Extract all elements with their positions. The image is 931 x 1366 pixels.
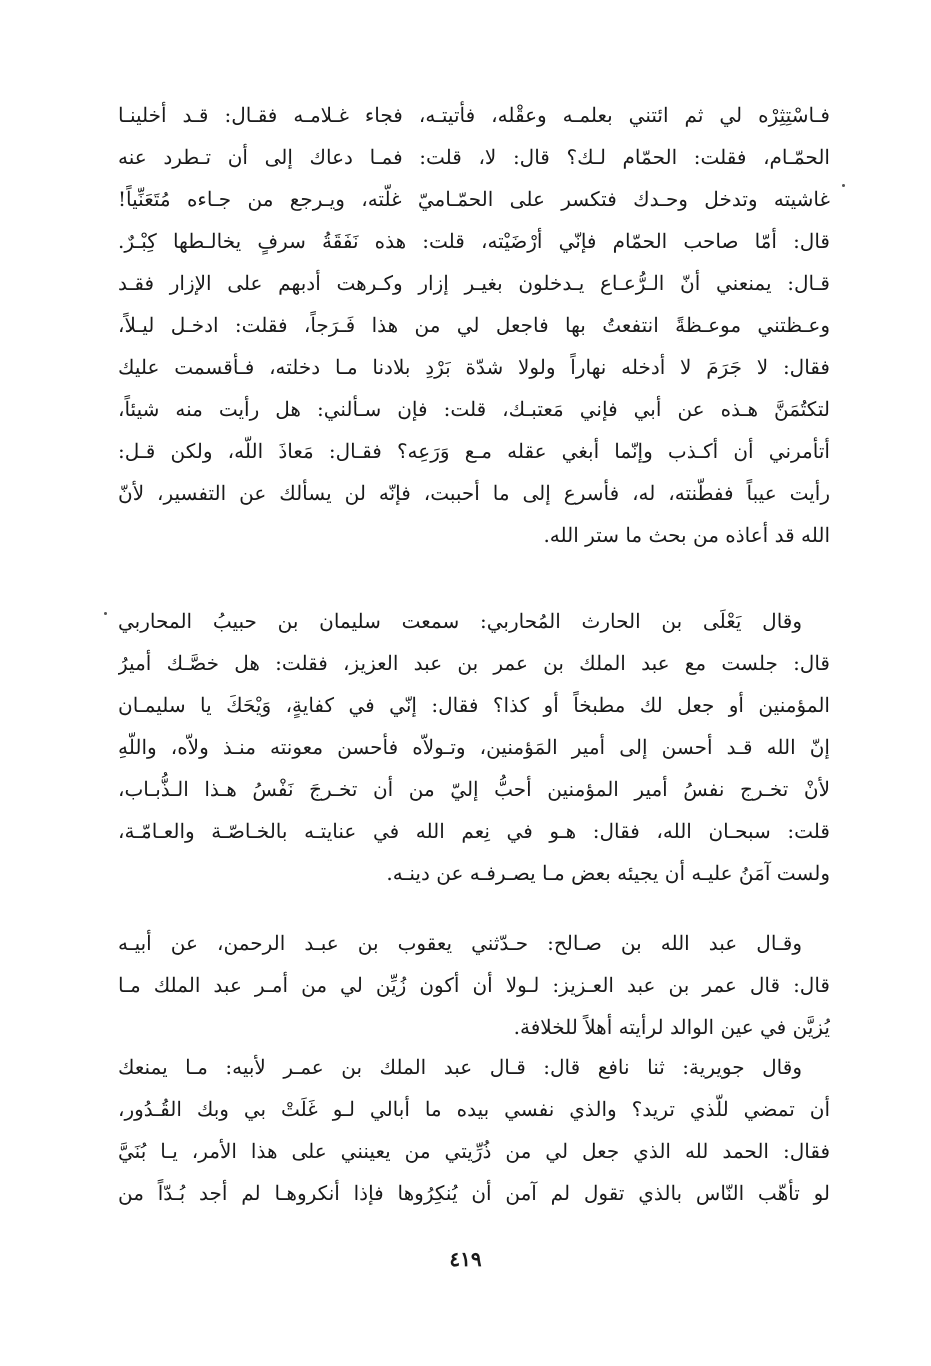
text-line: أن تمضي للّذي تريد؟ والذي نفسي بيده ما أبالي لـو غَلَتْ بي وبك القُـدُور،	[118, 1097, 830, 1121]
text-line: المؤمنين أو جعل لك مطبخاً أو كذا؟ فقال: إنّي في كفايةٍ، وَيْحَكَ يا سليمـان	[118, 693, 830, 717]
text-line: غاشيته وتدخل وحـدك فتكسر على الحمّـاميّ غلّته، ويـرجع من جـاءه مُتَعَنِّياً!	[118, 187, 830, 211]
text-line: فقال: الحمد لله الذي جعل لي من ذُرِّيتي من يعينني على هذا الأمر، يـا بُنَيَّ	[118, 1139, 830, 1163]
scan-speck	[842, 184, 845, 187]
paragraph-1	[118, 94, 830, 556]
text-line: قـال: يمنعني أنّ الـرُّعـاع يـدخلون بغيـر إزار وكـرهت أدبهم على الإزار فقـد	[118, 271, 830, 295]
text-line: فقال: لا جَرَمَ لا أدخله نهاراً ولولا شدّة بَرْدِ بلادنا مـا دخلته، فـأقسمت عليك	[118, 355, 830, 379]
text-line: قلت: سبحـان الله، فقال: هـو في نِعم الله في عنايتـه بالخـاصّـة والعـامّـة،	[118, 819, 830, 843]
page-number: ٤١٩	[449, 1247, 482, 1271]
text-line: وعـظتني موعـظةً انتفعتُ بها فاجعل لي من هذا فَـرَجاً، فقلت: ادخـل ليـلاً،	[118, 313, 830, 337]
text-line: وقـال عبد الله بن صـالح: حـدّثني يعقوب بن عبـد الرحمن، عن أبيـه	[118, 931, 802, 955]
text-line: قال: أمّا صاحب الحمّام فإنّي أرْضَيْته، قلت: هذه نَفَقَةُ سرفٍ يخالـطها كِبْـرٌ.	[118, 229, 830, 253]
text-line: يُزيَّن في عين الوالد لرأيته أهلاً للخلافة.	[513, 1015, 830, 1039]
text-line: فـاسْتِثِرْه لي ثم ائتني بعلمـه وعقْله، فأتيتـه، فجاء غـلامـه فقـال: قـد أخلينـا	[118, 103, 830, 127]
text-line: الله قد أعاذه من بحث ما ستر الله.	[543, 523, 830, 547]
paragraph-2	[118, 600, 830, 894]
text-line: وقال يَعْلَى بن الحارث المُحاربي: سمعت سليمان بن حبيبُ المحاربي	[118, 609, 802, 633]
text-line: لتكتُمَنَّ هـذه عن أبي فإني مَعتبـك، قلت: فإن سـألني: هل رأيت منه شيئاً،	[118, 397, 830, 421]
text-line: الحمّـام، فقلت: الحمّام لـك؟ قال: لا، قلت: فمـا دعاك إلى أن تـطرد عنه	[118, 145, 830, 169]
paragraph-4	[118, 1046, 830, 1214]
text-line: أتأمرني أن أكـذب وإنّما أبغي عقله مـع وَرَعِه؟ فقـال: مَعاذَ اللّه، ولكن قـل:	[118, 439, 830, 463]
scan-speck	[104, 612, 107, 615]
text-line: وقال جويرية: ثنا نافع قال: قـال عبد الملك بن عمـر لأبيه: مـا يمنعك	[118, 1055, 802, 1079]
text-line: قال: جلست مع عبد الملك بن عمر بن عبد العزيز، فقلت: هل خصَّـك أميرُ	[118, 651, 830, 675]
text-line: لأنْ تخـرج نفسُ أمير المؤمنين أحبُّ إليّ من أن تخـرجَ نَفْسُ هـذا الـذُّبـاب،	[118, 777, 830, 801]
text-line: رأيت عيباً ففطّنته، له، فأسرع إلى ما أحببت، فإنّه لن يسألك عن التفسير، لأنّ	[118, 481, 830, 505]
text-line: ولست آمَنُ عليـه أن يجيئه بعض مـا يصـرفـه عن دينـه.	[386, 861, 830, 885]
text-line: لو تأهّب النّاس بالذي تقول لم آمن أن يُنكِرُوها فإذا أنكروهـا لم أجد بُـدّاً من	[118, 1181, 830, 1205]
text-line: قال: قال عمر بن عبد العـزيز: لـولا أن أكون زُيِّن لي من أمـر عبد الملك مـا	[118, 973, 830, 997]
text-line: إنّ الله قـد أحسن إلى أمير المَؤمنين، وتـولاّه فأحسن معونته منـذ ولاّه، واللّهِ	[118, 735, 830, 759]
paragraph-3	[118, 922, 830, 1048]
